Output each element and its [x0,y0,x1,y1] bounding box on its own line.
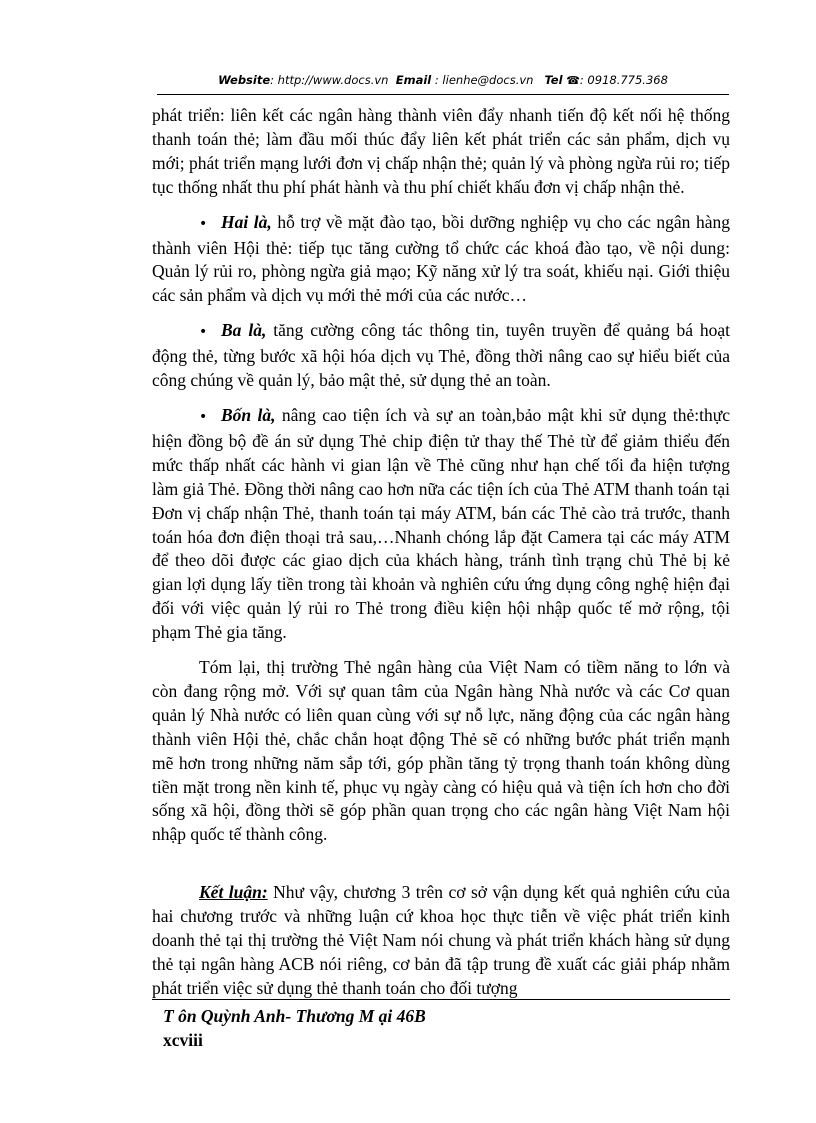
summary-paragraph: Tóm lại, thị trường Thẻ ngân hàng của Việt Nam có tiềm năng to lớn và còn đang rộng mở. Với sự quan tâm của Ngân hàng Nhà nước và các Cơ quan quản lý Nhà nước có liên quan cùng với sự nỗ lực, năng động của các ngân hàng thành viên Hội thẻ, chắc chắn hoạt động Thẻ sẽ có những bước phát triển mạnh mẽ hơn trong những năm sắp tới, góp phần tăng tỷ trọng thanh toán không dùng tiền mặt trong nền kinh tế, phục vụ ngày càng có hiệu quả và tiện ích hơn cho đời sống xã hội, đồng thời sẽ góp phần quan trọng cho các ngân hàng Việt Nam hội nhập quốc tế thành công. [152,657,730,845]
email-label: Email [395,73,432,87]
bullet-text: hỗ trợ về mặt đào tạo, bồi dưỡng nghiệp vụ cho các ngân hàng thành viên Hội thẻ: tiếp tục tăng cường tổ chức các khoá đào tạo, về nội dung: Quản lý rủi ro, phòng ngừa giả mạo; Kỹ năng xử lý tra soát, khiếu nại. Giới thiệu các sản phẩm và dịch vụ mới thẻ mới của các nước… [152,211,730,306]
tel-label: Tel [544,73,563,87]
bullet-icon: • [199,324,208,341]
bullet-lead: Hai là, [221,211,272,232]
page-header [157,68,729,95]
website-label: Website [218,73,271,87]
bullet-lead: Bốn là, [221,404,276,425]
email-value: : lienhe@docs.vn [434,73,534,87]
document-body [152,104,730,1001]
bullet-lead: Ba là, [221,320,267,341]
bullet-icon: • [199,408,208,425]
intro-paragraph: phát triển: liên kết các ngân hàng thành viên đẩy nhanh tiến độ kết nối hệ thống thanh toán thẻ; làm đầu mối thúc đẩy liên kết phát triển các sản phẩm, dịch vụ mới; phát triển mạng lưới đơn vị chấp nhận thẻ; quản lý và phòng ngừa rủi ro; tiếp tục thống nhất thu phí phát hành và thu phí chiết khấu đơn vị chấp nhận thẻ. [152,105,730,197]
conclusion-label: Kết luận: [199,882,268,903]
page-number: xcviii [163,1030,203,1050]
conclusion-text: Như vậy, chương 3 trên cơ sở vận dụng kết quả nghiên cứu của hai chương trước và những luận cứ khoa học thực tiễn về việc phát triển kinh doanh thẻ tại thị trường thẻ Việt Nam nói chung và phát triển khách hàng sử dụng thẻ tại ngân hàng ACB nói riêng, cơ bản đã tập trung đề xuất các giải pháp nhằm phát triển việc sử dụng thẻ thanh toán cho đối tượng [152,882,730,998]
footer-divider [152,999,730,1000]
bullet-icon: • [199,215,208,232]
bullet-item-hai-la [152,211,730,309]
bullet-item-bon-la [152,404,730,645]
bullet-text: tăng cường công tác thông tin, tuyên truyền để quảng bá hoạt động thẻ, từng bước xã hội hóa dịch vụ Thẻ, đồng thời nâng cao sự hiểu biết của công chúng về quản lý, bảo mật thẻ, sử dụng thẻ an toàn. [152,320,730,391]
tel-value: : 0918.775.368 [579,73,668,87]
bullet-text: nâng cao tiện ích và sự an toàn,bảo mật khi sử dụng thẻ:thực hiện đồng bộ đề án sử dụng Thẻ chip điện tử thay thế Thẻ từ để giảm thiểu đến mức thấp nhất các hành vi gian lận về Thẻ cũng như hạn chế tối đa hiện tượng làm giả Thẻ. Đồng thời nâng cao hơn nữa các tiện ích của Thẻ ATM thanh toán tại Đơn vị chấp nhận Thẻ, thanh toán tại máy ATM, bán các Thẻ cào trả trước, thanh toán hóa đơn điện thoại trả sau,…Nhanh chóng lắp đặt Camera tại các máy ATM để theo dõi được các giao dịch của khách hàng, tránh tình trạng chủ Thẻ bị kẻ gian lợi dụng lấy tiền trong tài khoản và nghiên cứu ứng dụng công nghệ hiện đại đối với việc quản lý rủi ro Thẻ trong điều kiện hội nhập quốc tế mở rộng, tội phạm Thẻ gia tăng. [152,404,730,643]
footer-author: T ôn Quỳnh Anh- Thương M ại 46B [163,1006,426,1026]
phone-icon: ☎ [566,74,580,87]
conclusion-paragraph [152,881,730,1001]
bullet-item-ba-la [152,319,730,393]
website-value: : http://www.docs.vn [270,73,389,87]
